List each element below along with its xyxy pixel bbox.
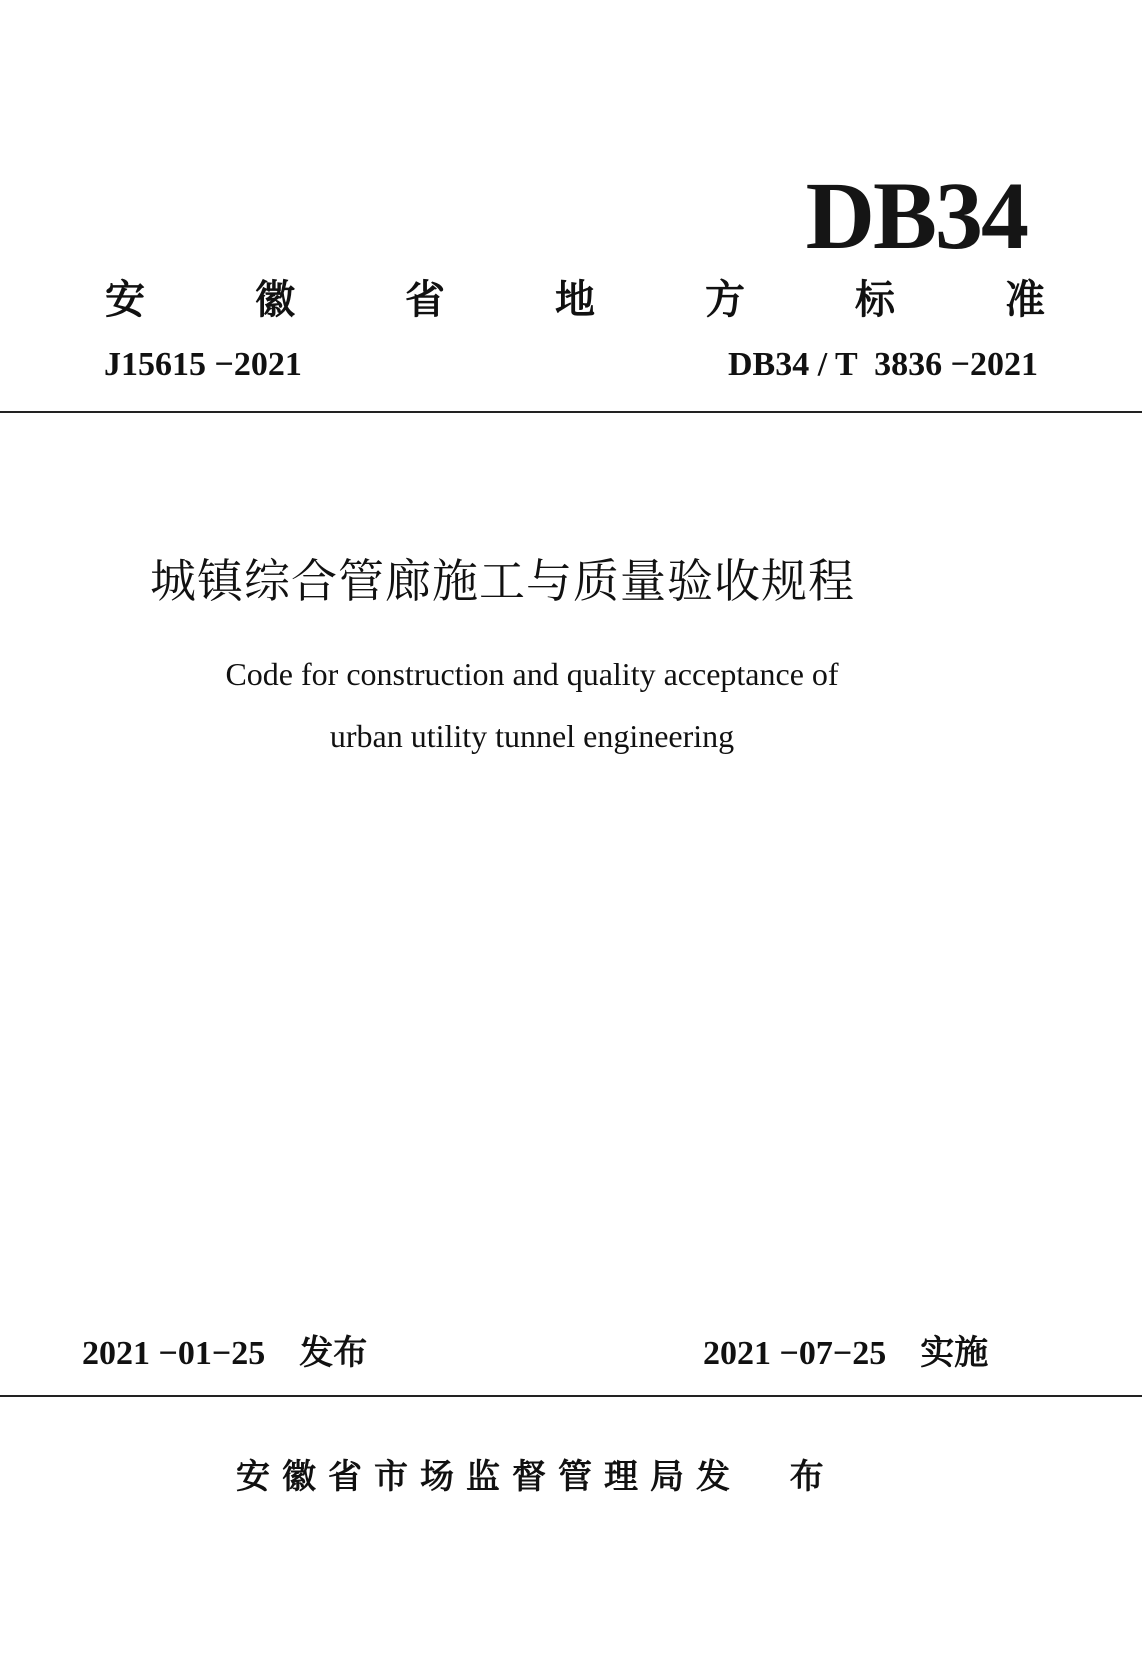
standard-type-char: 地 [555, 277, 595, 323]
standard-type-char: 徽 [255, 277, 295, 323]
effective-label: 实施 [920, 1333, 989, 1373]
title-english-line-2: urban utility tunnel engineering [329, 718, 735, 754]
header-divider [0, 411, 1142, 413]
standard-type-char: 省 [405, 277, 445, 323]
issue-date-block [82, 1333, 368, 1373]
title-english-line-1: Code for construction and quality acceptance of [225, 656, 839, 692]
issue-label: 发布 [299, 1333, 368, 1373]
standard-number: DB34 / T 3836 −2021 [727, 346, 1038, 383]
standard-type-char: 方 [705, 277, 745, 323]
standard-type-char: 准 [1005, 277, 1045, 323]
footer-divider [0, 1395, 1142, 1397]
issue-date: 2021 −01−25 [82, 1335, 266, 1372]
title-chinese: 城镇综合管廊施工与质量验收规程 [150, 554, 855, 608]
publisher: 安徽省市场监督管理局发 布 [236, 1457, 836, 1497]
effective-date-block [703, 1333, 989, 1373]
record-number: J15615 −2021 [104, 346, 302, 383]
standard-type-heading [105, 277, 1045, 323]
standard-type-char: 安 [105, 277, 145, 323]
db34-logo: DB34 [805, 162, 1027, 269]
effective-date: 2021 −07−25 [703, 1335, 887, 1372]
standard-type-char: 标 [855, 277, 895, 323]
